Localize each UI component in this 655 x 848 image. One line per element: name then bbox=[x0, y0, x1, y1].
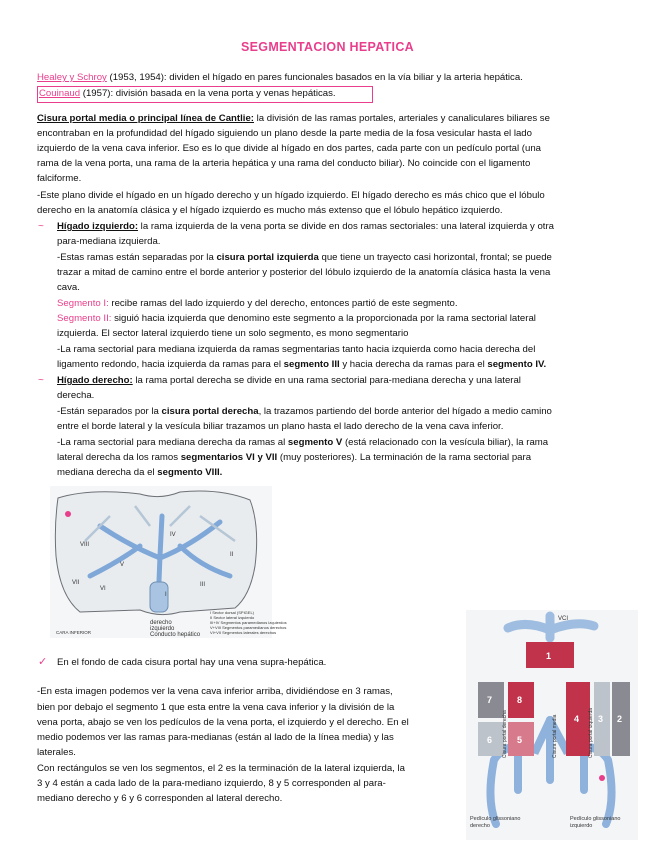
vci-label: VCI bbox=[558, 616, 569, 622]
fig2-num-5: 5 bbox=[517, 735, 523, 745]
cantlie-line-4: rama de la vena porta, una rama de la arteria hepática y una rama del conducto biliar). No coincide con el ligamento bbox=[37, 158, 531, 169]
fig2-cisura-derecha: Cisura portal derecha bbox=[502, 710, 508, 758]
left-liver-line-2: para-mediana izquierda. bbox=[57, 236, 161, 247]
right-liver-line-1: Hígado derecho: la rama portal derecha se divide en una rama sectorial para-mediana derecha y una lateral bbox=[57, 375, 521, 386]
fig1-seg-V: V bbox=[120, 562, 125, 568]
fig2-num-3: 3 bbox=[598, 714, 604, 724]
fig1-legend-5: VI+VII Segmentos laterales derechos bbox=[210, 630, 277, 635]
couinaud-segments-figure bbox=[466, 610, 638, 840]
cantlie-term: Cisura portal media o principal línea de Cantlie: bbox=[37, 113, 254, 124]
fig2-right-pedicle: Pedículo glissoniano izquierdo bbox=[570, 816, 621, 829]
fig1-legend-4: V+VIII Segmentos paramedianos derechos bbox=[210, 625, 287, 630]
bottom-line-1: -En esta imagen podemos ver la vena cava inferior arriba, dividiéndose en 3 ramas, bbox=[37, 686, 393, 697]
bottom-line-8: mediano derecho y 6 y 6 corresponden al lateral derecho. bbox=[37, 793, 283, 804]
segment-1-label: Segmento I: bbox=[57, 298, 109, 309]
fig1-label-izquierdo: izquierdo bbox=[150, 626, 175, 632]
ref-couinaud: Couinaud (1957): división basada en la vena porta y venas hepáticas. bbox=[39, 88, 336, 99]
cantlie-line-2: encontraban en la profundidad del hígado siguiendo un plano desde la parte media de la fosa vesicular hasta el lado bbox=[37, 128, 532, 139]
check-line-text: En el fondo de cada cisura portal hay una vena supra-hepática. bbox=[57, 657, 327, 668]
check-icon: ✓ bbox=[38, 656, 48, 668]
cantlie-line-3: izquierdo de la vena cava inferior. Eso es lo que divide al hígado en dos partes, cada parte con un pedículo portal (una bbox=[37, 143, 542, 154]
bottom-line-6: Con rectángulos se ven los segmentos, el 2 es la terminación de la lateral izquierda, la bbox=[37, 763, 405, 774]
segment-2-line: Segmento II: siguió hacia izquierda que denomino este segmento a la proporcionada por la rama sectorial lateral bbox=[57, 313, 536, 324]
right-liver-line-6: lateral derecha da los ramos segmentarios VI y VII (muy posteriores). La terminación de la rama sectorial para bbox=[57, 452, 532, 463]
left-liver-line-5: cava. bbox=[57, 282, 80, 293]
right-liver-term: Hígado derecho: bbox=[57, 375, 133, 386]
fig1-seg-VIII: VIII bbox=[80, 542, 90, 548]
fig2-num-8: 8 bbox=[517, 695, 523, 705]
left-liver-line-8: izquierda. El sector lateral izquierdo tiene un solo segmento, es mono segmentario bbox=[57, 328, 409, 339]
marker-dot bbox=[65, 511, 71, 517]
left-liver-line-1: Hígado izquierdo: la rama izquierda de la vena porta se divide en dos ramas sectoriales: una lateral izquierda y otra bbox=[57, 221, 554, 232]
right-liver-line-5: -La rama sectorial para mediana derecha da ramas al segmento V (está relacionado con la vesícula biliar), la rama bbox=[57, 437, 549, 448]
fig2-cisura-media: Cisura portal media bbox=[552, 714, 558, 758]
bottom-line-4: medio podemos ver las ramas para-medianas (están al lado de la línea media) y las bbox=[37, 732, 394, 743]
left-liver-line-3: -Estas ramas están separadas por la cisura portal izquierda que tiene un trayecto casi horizontal, frontal; se puede bbox=[57, 252, 552, 263]
right-liver-line-4: entre el borde lateral y la vesícula biliar trazamos un plano hasta el lado derecho de la vena cava inferior. bbox=[57, 421, 504, 432]
fig2-num-1: 1 bbox=[546, 651, 552, 661]
left-liver-line-10: ligamento redondo, hacia izquierda da ramas para el segmento III y hacia derecha da ramas para el segmento IV. bbox=[57, 359, 547, 370]
tilde-bullet: ~ bbox=[38, 375, 44, 386]
segment-1-line: Segmento I: recibe ramas del lado izquierdo y del derecho, entonces partió de este segmento. bbox=[57, 298, 458, 309]
fig1-seg-III: III bbox=[200, 582, 206, 588]
marker-dot bbox=[599, 775, 605, 781]
right-liver-line-3: -Están separados por la cisura portal derecha, la trazamos partiendo del borde anterior del hígado a medio camino bbox=[57, 406, 552, 417]
right-liver-line-2: derecha. bbox=[57, 390, 95, 401]
bottom-line-2: bien por debajo el segmento 1 que esta entre la vena cava inferior y la división de la bbox=[37, 702, 395, 713]
tilde-bullet: ~ bbox=[38, 221, 44, 232]
plane-line-2: derecho en la anatomía clásica y el hígado izquierdo es mucho más extenso que el lóbulo hepático izquierdo. bbox=[37, 205, 503, 216]
fig1-legend-2: II Sector lateral izquierdo bbox=[210, 615, 255, 620]
fig1-seg-VI: VI bbox=[100, 586, 106, 592]
fig1-legend-3: III+IV Segmentos paramedianos izquierdos bbox=[210, 620, 287, 625]
fig2-left-pedicle: Pedículo glissoniano derecho bbox=[470, 816, 521, 829]
fig1-seg-II: II bbox=[230, 552, 234, 558]
left-liver-term: Hígado izquierdo: bbox=[57, 221, 139, 232]
fig2-cisura-izquierda: Cisura portal izquierda bbox=[588, 707, 594, 758]
fig1-caption: CARA INFERIOR bbox=[56, 630, 92, 635]
fig2-num-2: 2 bbox=[617, 714, 623, 724]
bottom-line-7: 3 y 4 están a cada lado de la para-mediano izquierdo, 8 y 5 corresponden al para- bbox=[37, 778, 386, 789]
ref-healey: Healey y Schroy (1953, 1954): dividen el hígado en pares funcionales basados en la vía biliar y la arteria hepática. bbox=[37, 72, 523, 83]
bottom-line-5: laterales. bbox=[37, 747, 76, 758]
segment-2-label: Segmento II: bbox=[57, 313, 112, 324]
fig1-seg-IV: IV bbox=[170, 532, 176, 538]
healey-link[interactable]: Healey y Schroy bbox=[37, 72, 107, 83]
page-title: SEGMENTACION HEPATICA bbox=[241, 40, 414, 54]
fig2-num-4: 4 bbox=[574, 714, 580, 724]
fig2-num-7: 7 bbox=[487, 695, 493, 705]
left-liver-line-4: trazar a mitad de camino entre el borde anterior y posterior del lóbulo izquierdo de la anatomía clásica hasta la vena bbox=[57, 267, 551, 278]
cantlie-line-1: Cisura portal media o principal línea de Cantlie: la división de las ramas portales, arteriales y canaliculares biliares se bbox=[37, 113, 550, 124]
plane-line-1: -Este plano divide el hígado en un hígado derecho y un hígado izquierdo. El hígado derecho es más chico que el lóbulo bbox=[37, 190, 545, 201]
liver-inferior-view-figure bbox=[50, 486, 287, 638]
cantlie-line-5: falciforme. bbox=[37, 173, 82, 184]
fig1-label-conducto: Conducto hepático bbox=[150, 632, 201, 638]
couinaud-link[interactable]: Couinaud bbox=[39, 88, 81, 99]
fig1-seg-VII: VII bbox=[72, 580, 80, 586]
right-liver-line-7: mediana derecha da el segmento VIII. bbox=[57, 467, 223, 478]
left-liver-line-9: -La rama sectorial para mediana izquierda da ramas segmentarias tanto hacia izquierda como hacia derecha del bbox=[57, 344, 536, 355]
fig2-num-6: 6 bbox=[487, 735, 493, 745]
fig1-seg-I: I bbox=[165, 592, 167, 598]
bottom-line-3: vena porta, abajo se ven los pedículos de la vena porta, el izquierdo y el derecho. En el bbox=[37, 717, 409, 728]
fig1-legend-1: I Sector dorsal (SPIGEL) bbox=[210, 610, 255, 615]
fig1-label-derecho: derecho bbox=[150, 620, 172, 626]
